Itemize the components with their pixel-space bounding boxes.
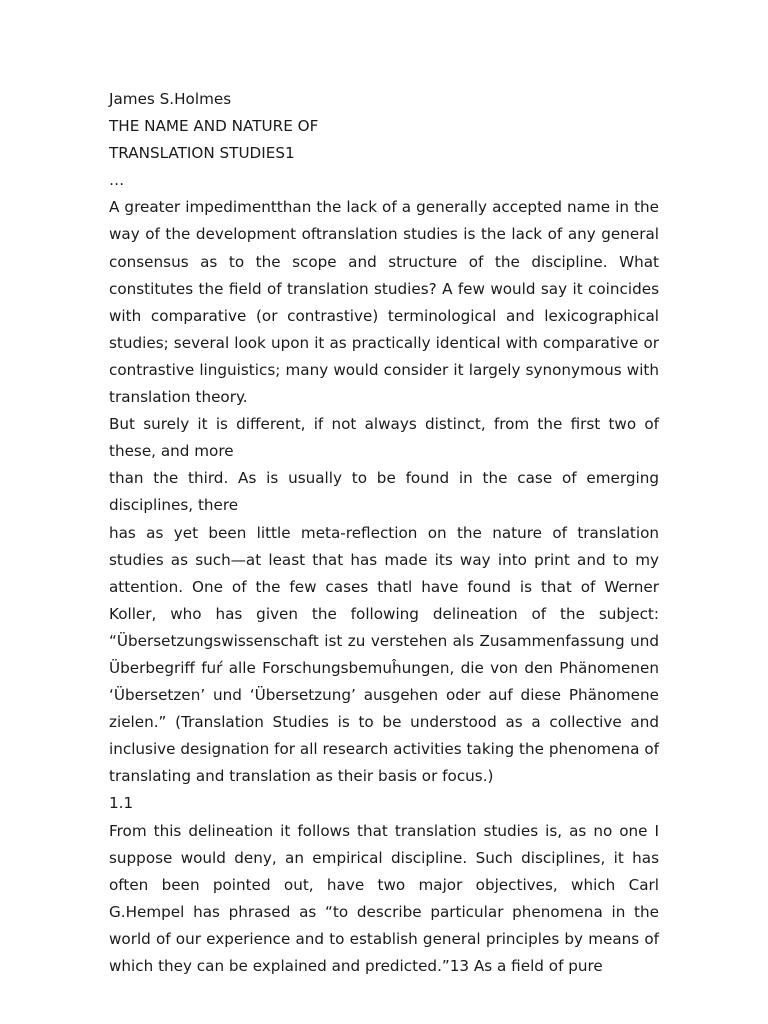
paragraph-third: than the third. As is usually to be found in the case of emerging disciplines, there	[109, 469, 659, 515]
section-number: 1.1	[109, 794, 134, 813]
paragraph-empirical: From this delineation it follows that translation studies is, as no one I suppose would deny, an empirical discipline. Such disciplines, it has often been pointed out, have two major objectives, which Carl G.Hempel has phrased as “to describe particular phenomena in the world of our experience and to establish general principles by means of which they can be explained and predicted.”13 As a field of pure	[109, 821, 659, 975]
paragraph-koller: has as yet been little meta-reflection on the nature of translation studies as such—at least that has made its way into print and to my attention. One of the few cases thatl have found is that of Werner Koller, who has given the following delineation of the subject: “Übersetzungswissenschaft ist zu verstehen als Zusammenfassung und Überbegriff fuŕ alle Forschungsbemuĥungen, die von den Phänomenen ‘Übersetzen’ und ‘Übersetzung’ ausgehen oder auf diese Phänomene zielen.” (Translation Studies is to be understood as a collective and inclusive designation for all research activities taking the phenomena of translating and translation as their basis or focus.)	[109, 523, 659, 786]
title-line-1: THE NAME AND NATURE OF	[109, 117, 319, 136]
document-page	[109, 86, 659, 980]
paragraph-scope: A greater impedimentthan the lack of a generally accepted name in the way of the development oftranslation studies is the lack of any general consensus as to the scope and structure of the discipline. What constitutes the field of translation studies? A few would say it coincides with comparative (or contrastive) terminological and lexicographical studies; several look upon it as practically identical with comparative or contrastive linguistics; many would consider it largely synonymous with translation theory.	[109, 198, 659, 407]
author-name: James S.Holmes	[109, 90, 232, 108]
ellipsis: …	[109, 171, 125, 190]
paragraph-different: But surely it is different, if not always distinct, from the first two of these, and more	[109, 415, 659, 461]
title-line-2: TRANSLATION STUDIES1	[109, 144, 295, 163]
